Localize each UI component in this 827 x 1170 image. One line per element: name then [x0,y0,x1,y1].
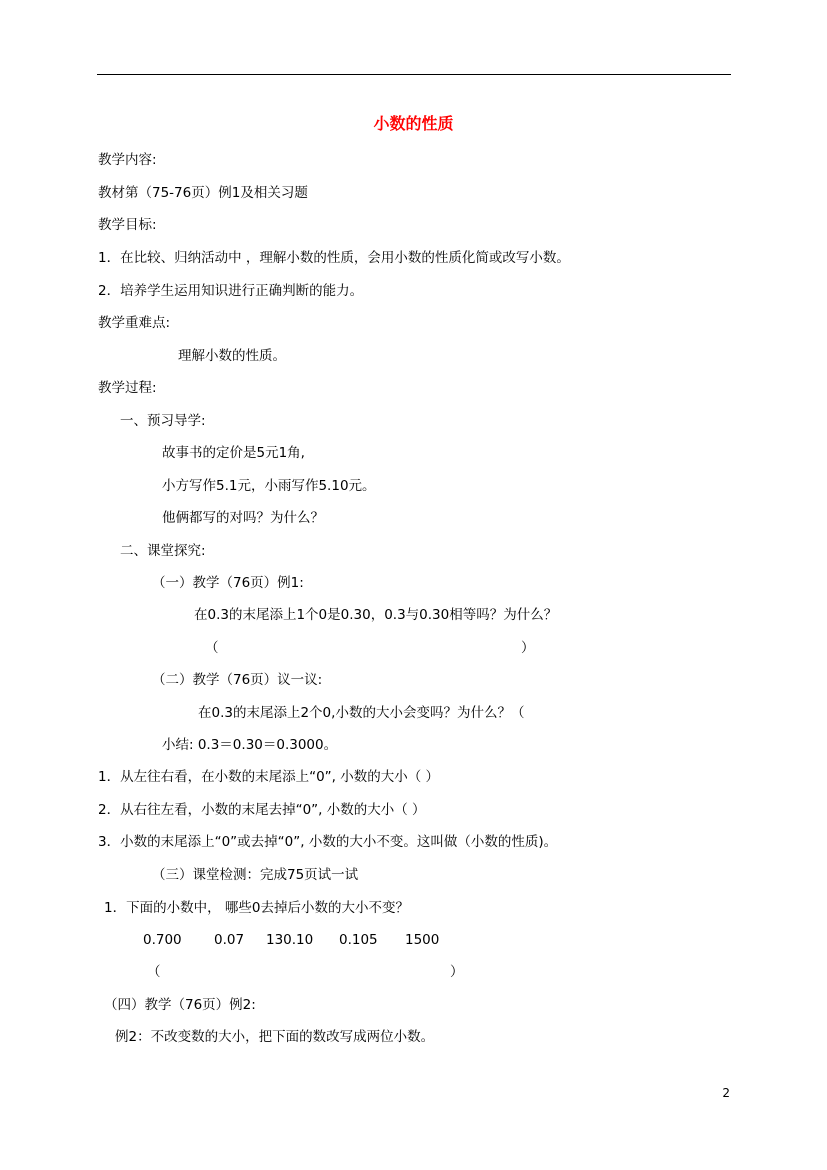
decimal-item: 0.700 [143,932,182,948]
header-rule [97,74,731,75]
blank-close-paren: ） [450,964,464,980]
text-line: 教学过程: [98,380,157,396]
text-line: 二、课堂探究: [120,543,206,559]
blank-close-paren: ） [521,640,535,656]
text-line: （四）教学（76页）例2: [104,997,256,1013]
decimal-item: 130.10 [266,932,314,948]
text-line: 1．从左往右看，在小数的末尾添上“0”, 小数的大小（ ） [98,769,440,785]
text-line: 3．小数的末尾添上“0”或去掉“0”, 小数的大小不变。这叫做（小数的性质)。 [98,834,558,850]
blank-open-paren: （ [147,964,161,980]
page-title: 小数的性质 [373,114,454,133]
page-number: 2 [722,1086,730,1100]
text-line: 1．在比较、归纳活动中 ，理解小数的性质，会用小数的性质化简或改写小数。 [98,250,570,266]
text-line: 教材第（75-76页）例1及相关习题 [98,185,308,201]
text-line: 小方写作5.1元，小雨写作5.10元。 [162,478,376,494]
text-line: （三）课堂检测：完成75页试一试 [152,867,359,883]
text-line: 故事书的定价是5元1角, [162,445,305,461]
text-line: 1．下面的小数中， 哪些0去掉后小数的大小不变？ [104,900,409,916]
text-line: 2．培养学生运用知识进行正确判断的能力。 [98,283,364,299]
text-line: 教学内容: [98,152,157,168]
text-line: 教学重难点: [98,315,171,331]
decimal-item: 1500 [405,932,440,948]
text-line: （二）教学（76页）议一议: [152,672,323,688]
text-line: 2．从右往左看，小数的末尾去掉“0”, 小数的大小（ ） [98,802,426,818]
text-line: 在0.3的末尾添上2个0,小数的大小会变吗？为什么？（ [198,705,525,721]
decimal-item: 0.105 [339,932,378,948]
text-line: 理解小数的性质。 [178,348,286,364]
text-line: 他俩都写的对吗？为什么？ [162,510,324,526]
text-line: 一、预习导学: [120,413,206,429]
text-line: 例2：不改变数的大小，把下面的数改写成两位小数。 [115,1029,435,1045]
blank-open-paren: （ [205,640,219,656]
text-line: （一）教学（76页）例1: [152,575,304,591]
decimal-item: 0.07 [214,932,245,948]
text-line: 教学目标: [98,217,157,233]
text-line: 小结: 0.3＝0.30＝0.3000。 [162,737,338,753]
text-line: 在0.3的末尾添上1个0是0.30，0.3与0.30相等吗？为什么？ [194,607,558,623]
